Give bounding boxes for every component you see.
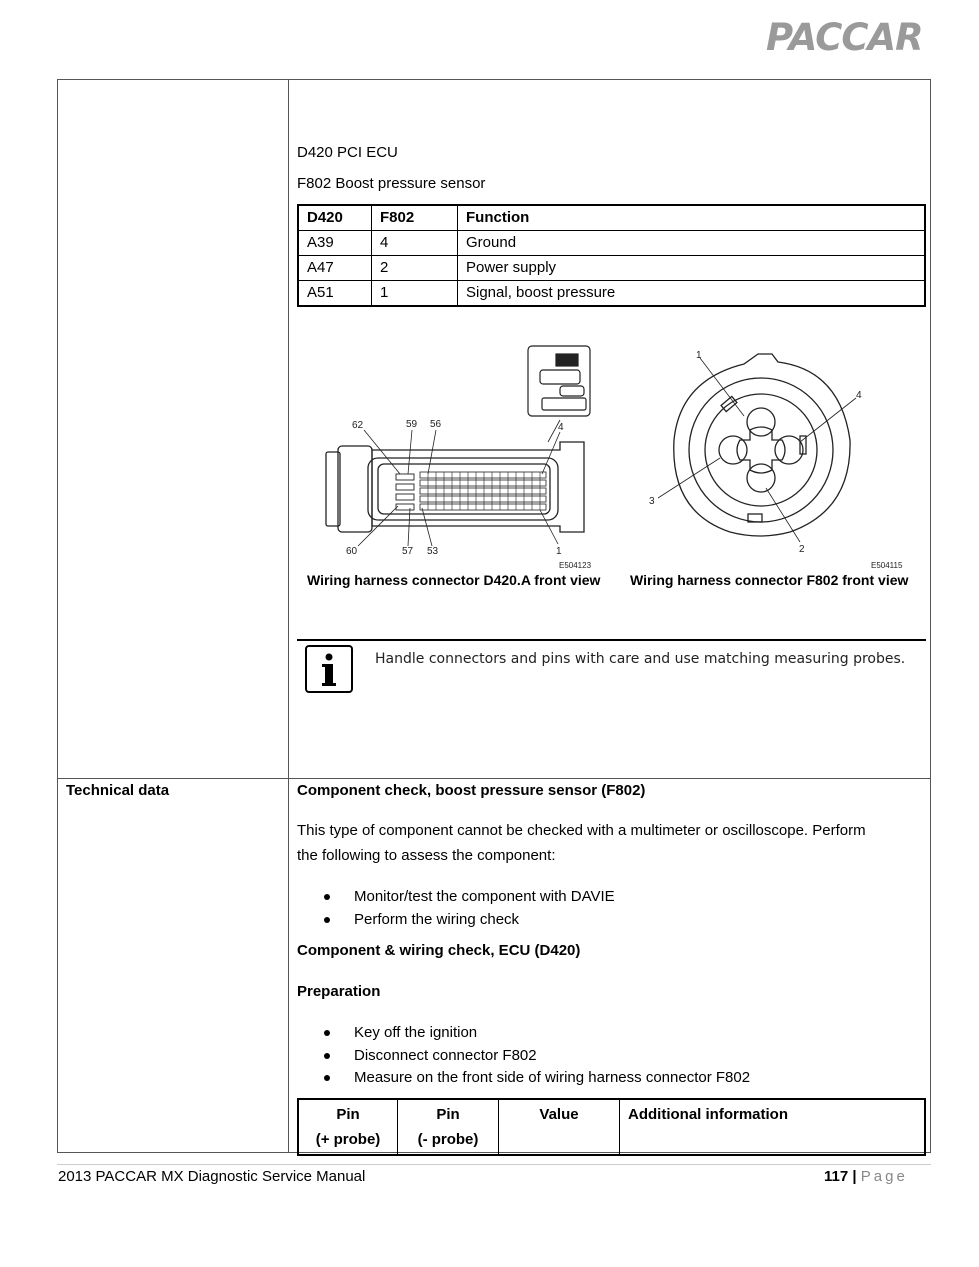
list-item: Perform the wiring check [297, 909, 615, 932]
list-item: Measure on the front side of wiring harness connector F802 [297, 1067, 750, 1090]
table-header-line: Additional information [628, 1106, 788, 1123]
table-cell: A47 [298, 256, 372, 281]
table-cell: 1 [372, 281, 458, 307]
page-number [824, 1168, 908, 1185]
heading-preparation: Preparation [297, 983, 381, 1000]
pin-label: 4 [856, 390, 862, 401]
table-row [298, 281, 925, 307]
pin-label: 1 [556, 546, 562, 557]
pin-label: 53 [427, 546, 439, 557]
table-header [398, 1099, 499, 1155]
table-header: D420 [298, 205, 372, 231]
table-header-row [298, 205, 925, 231]
table-header-line: Value [539, 1106, 579, 1123]
list-item: Disconnect connector F802 [297, 1045, 750, 1068]
pin-label: 4 [558, 422, 564, 433]
table-cell: Signal, boost pressure [458, 281, 926, 307]
ecu-label: D420 PCI ECU [297, 144, 398, 161]
table-header [620, 1099, 926, 1155]
d420-connector-diagram [310, 340, 610, 572]
pin-label: 59 [406, 419, 418, 430]
d420-caption: Wiring harness connector D420.A front view [307, 572, 601, 588]
table-cell: A39 [298, 231, 372, 256]
table-header [499, 1099, 620, 1155]
check-list [297, 886, 615, 931]
pin-label: 57 [402, 546, 414, 557]
list-item: Key off the ignition [297, 1022, 750, 1045]
measurement-table [297, 1098, 926, 1156]
table-header-row [298, 1099, 925, 1155]
figure-code: E504115 [871, 561, 903, 570]
table-header: F802 [372, 205, 458, 231]
note-text: Handle connectors and pins with care and use matching measuring probes. [375, 651, 906, 667]
table-cell: Power supply [458, 256, 926, 281]
technical-data-label: Technical data [66, 782, 170, 799]
pin-label: 62 [352, 420, 364, 431]
preparation-list [297, 1022, 750, 1090]
footer-divider [57, 1164, 931, 1165]
sensor-label: F802 Boost pressure sensor [297, 175, 486, 192]
page-number-value: 117 [824, 1168, 849, 1185]
f802-connector-diagram [640, 340, 910, 572]
pin-function-table [297, 204, 926, 307]
column-divider [288, 79, 289, 1153]
table-header-line: Pin [336, 1106, 360, 1123]
note-divider [297, 639, 926, 641]
paccar-logo: PACCAR [766, 16, 923, 59]
heading-component-check: Component check, boost pressure sensor (F802) [297, 782, 646, 799]
table-header [298, 1099, 398, 1155]
page-separator: | [852, 1168, 857, 1185]
table-cell: A51 [298, 281, 372, 307]
info-icon [305, 645, 353, 693]
table-cell: 2 [372, 256, 458, 281]
pin-label: 1 [696, 350, 702, 361]
pin-label: 2 [799, 544, 805, 555]
footer-title: 2013 PACCAR MX Diagnostic Service Manual [58, 1168, 366, 1185]
pin-label: 3 [649, 496, 655, 507]
pin-label: 60 [346, 546, 358, 557]
heading-wiring-check: Component & wiring check, ECU (D420) [297, 942, 581, 959]
paragraph-line: the following to assess the component: [297, 847, 556, 864]
list-item: Monitor/test the component with DAVIE [297, 886, 615, 909]
table-header: Function [458, 205, 926, 231]
figure-code: E504123 [559, 561, 592, 570]
page-word: Page [860, 1168, 908, 1185]
table-header-line: (- probe) [417, 1131, 479, 1148]
table-header-line: (+ probe) [315, 1131, 381, 1148]
table-row [298, 231, 925, 256]
table-cell: 4 [372, 231, 458, 256]
f802-caption: Wiring harness connector F802 front view [630, 572, 909, 588]
table-header-line: Pin [436, 1106, 460, 1123]
paragraph-line: This type of component cannot be checked with a multimeter or oscilloscope. Perform [297, 822, 866, 839]
pin-label: 56 [430, 419, 442, 430]
table-cell: Ground [458, 231, 926, 256]
ecu-unit-icon [528, 346, 590, 416]
table-row [298, 256, 925, 281]
row-divider [57, 778, 931, 779]
